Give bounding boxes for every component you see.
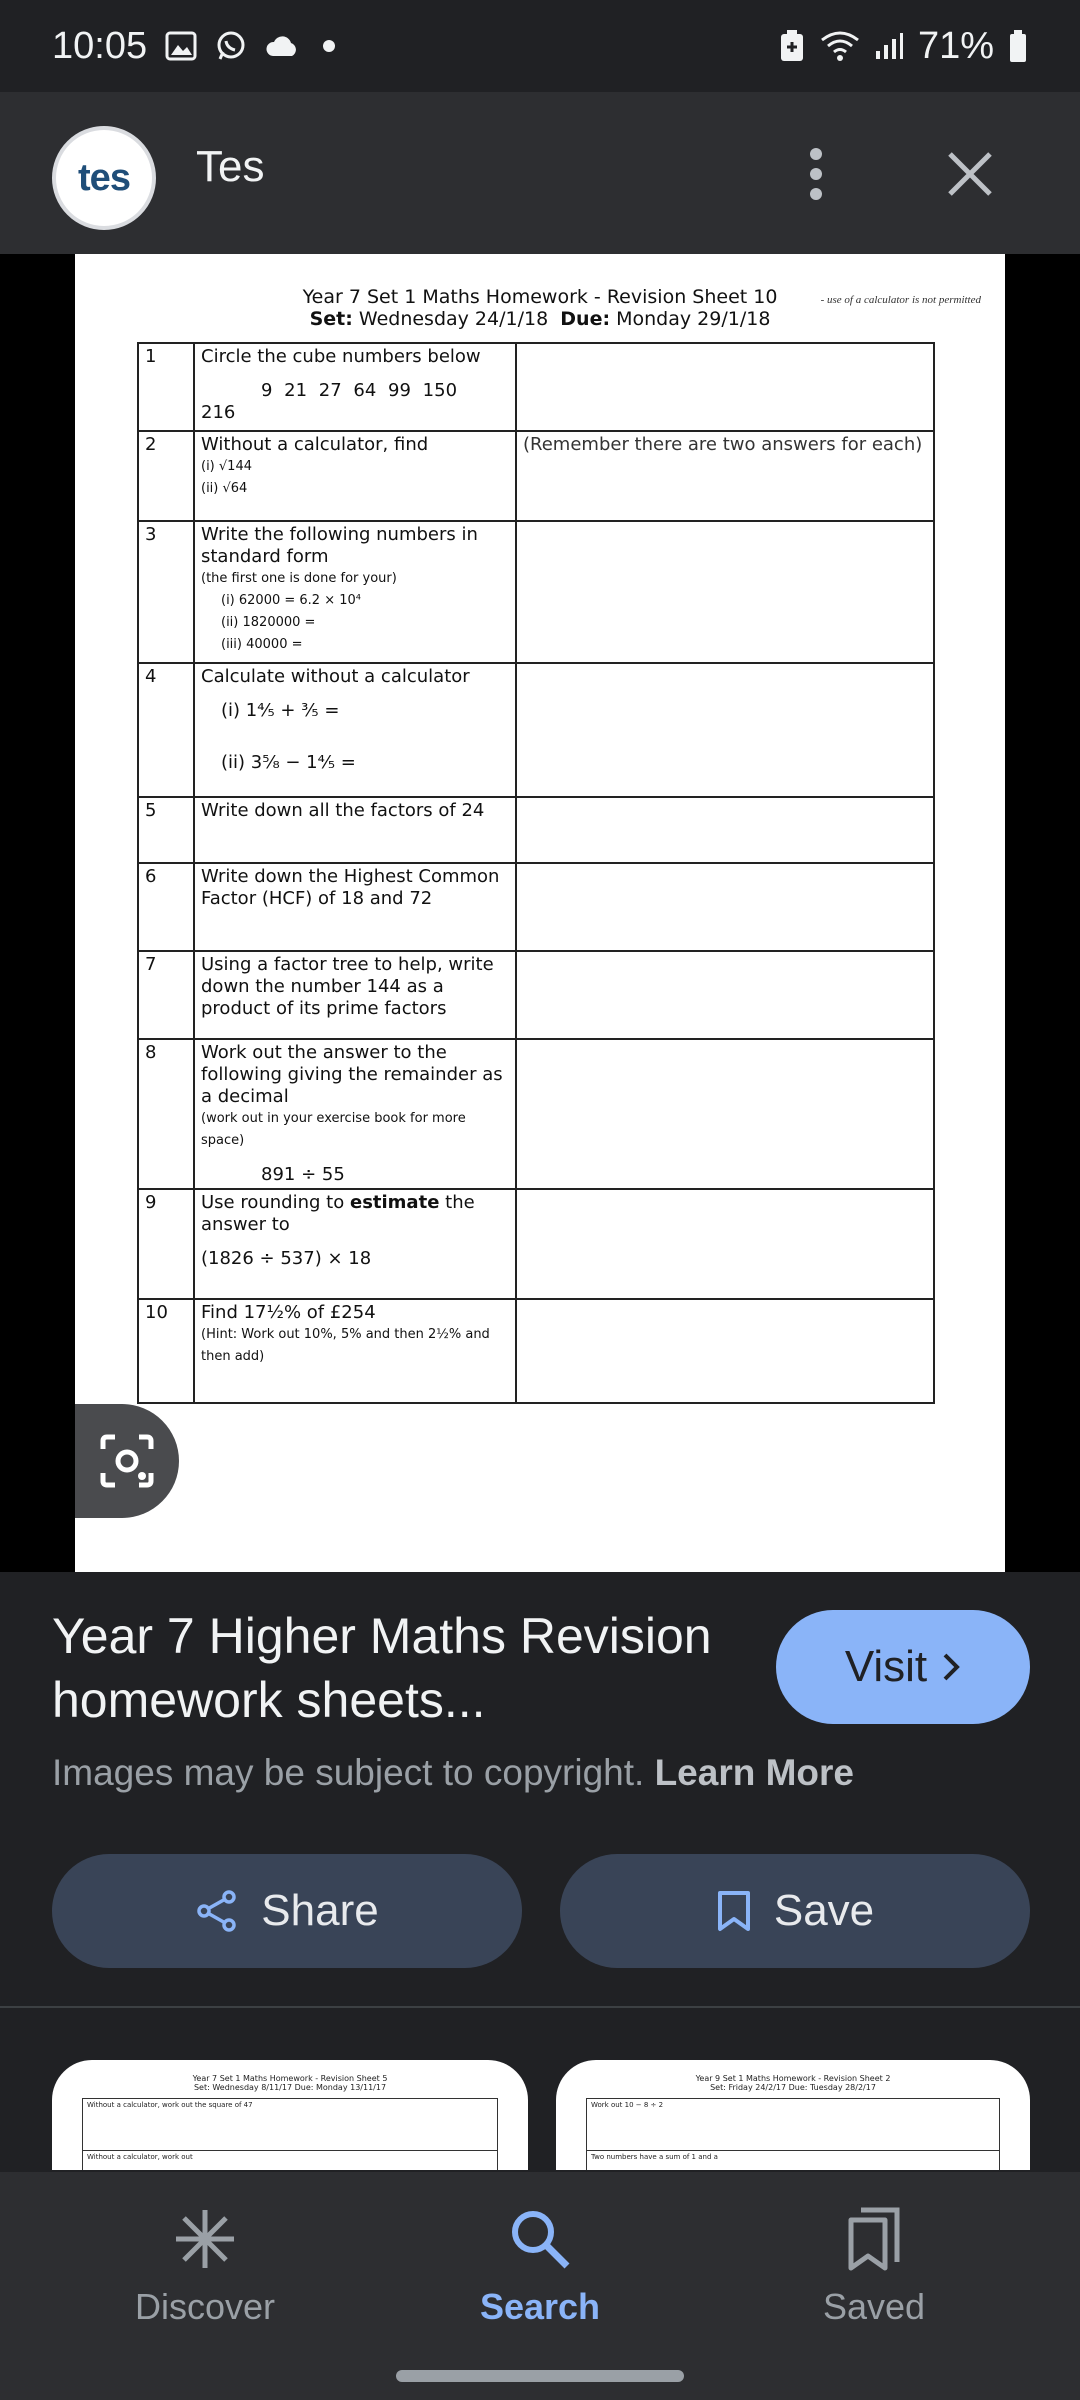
bottom-nav — [0, 2172, 1080, 2400]
result-title[interactable]: Year 7 Higher Maths Revision homework sheets... — [52, 1608, 712, 1728]
cloud-icon — [265, 34, 299, 58]
save-button[interactable] — [560, 1854, 1030, 1968]
share-label: Share — [261, 1886, 379, 1935]
wifi-icon — [820, 30, 860, 62]
discover-icon — [172, 2206, 238, 2272]
homework-sheet-image — [75, 254, 1005, 1572]
questions-table — [137, 342, 935, 1404]
close-icon[interactable] — [930, 134, 1010, 214]
more-options-icon[interactable] — [788, 134, 844, 214]
home-indicator[interactable] — [396, 2370, 684, 2382]
signal-icon — [874, 31, 904, 61]
dot-icon — [317, 34, 341, 58]
lens-icon — [97, 1431, 157, 1491]
learn-more-link[interactable]: Learn More — [654, 1752, 855, 1793]
status-bar — [0, 0, 1080, 92]
site-name[interactable]: Tes — [196, 142, 265, 191]
site-logo[interactable] — [52, 126, 156, 230]
nav-discover[interactable]: Discover — [75, 2206, 335, 2346]
nav-saved[interactable]: Saved — [744, 2206, 1004, 2346]
image-preview[interactable] — [0, 254, 1080, 1572]
divider — [0, 2006, 1080, 2008]
doc-title: Year 7 Set 1 Maths Homework - Revision Sheet 10 — [302, 286, 778, 308]
gallery-icon — [165, 31, 197, 61]
table-row: 9 Use rounding to estimate the answer to (1826 ÷ 537) × 18 — [138, 1189, 934, 1299]
doc-header — [75, 286, 1005, 330]
chevron-right-icon — [941, 1652, 961, 1682]
table-row: 1 Circle the cube numbers below 9 21 27 64 99 150 216 — [138, 343, 934, 431]
table-row: 2 Without a calculator, find (i) √144 (ii) √64 (Remember there are two answers for each) — [138, 431, 934, 521]
visit-label: Visit — [844, 1642, 928, 1691]
status-time: 10:05 — [52, 24, 148, 67]
battery-saver-icon — [778, 29, 806, 63]
table-row: 6 Write down the Highest Common Factor (HCF) of 18 and 72 — [138, 863, 934, 951]
battery-percent: 71% — [917, 24, 994, 67]
table-row: 5 Write down all the factors of 24 — [138, 797, 934, 863]
visit-button[interactable] — [776, 1610, 1030, 1724]
table-row: 8 Work out the answer to the following giving the remainder as a decimal (work out in your exercise book for more space) 891 ÷ 55 — [138, 1039, 934, 1189]
share-button[interactable] — [52, 1854, 522, 1968]
battery-icon — [1008, 29, 1028, 63]
table-row: 10 Find 17½% of £254 (Hint: Work out 10%, 5% and then 2½% and then add) — [138, 1299, 934, 1403]
copyright-notice: Images may be subject to copyright. Learn More — [52, 1752, 855, 1793]
save-label: Save — [773, 1886, 875, 1935]
doc-note: - use of a calculator is not permitted — [820, 294, 981, 306]
search-icon — [507, 2206, 573, 2272]
table-row: 7 Using a factor tree to help, write down the number 144 as a product of its prime factors — [138, 951, 934, 1039]
doc-subtitle: Set: Wednesday 24/1/18 Due: Monday 29/1/18 — [309, 308, 771, 330]
saved-collections-icon — [841, 2206, 907, 2272]
related-image-1[interactable]: Year 7 Set 1 Maths Homework - Revision Sheet 5 Set: Wednesday 8/11/17 Due: Monday 13/11/17 Without a calculator, work out the square of 47 Without a calculator, work out — [52, 2060, 528, 2170]
related-image-2[interactable]: Year 9 Set 1 Maths Homework - Revision Sheet 2 Set: Friday 24/2/17 Due: Tuesday 28/2/17 Work out 10 − 8 ÷ 2 Two numbers have a sum of 1 and a — [556, 2060, 1030, 2170]
bookmark-icon — [716, 1889, 752, 1933]
whatsapp-icon — [215, 30, 247, 62]
nav-search[interactable]: Search — [410, 2206, 670, 2346]
table-row: 3 Write the following numbers in standard form (the first one is done for your) (i) 62000 = 6.2 × 10⁴ (ii) 1820000 = (iii) 40000 = — [138, 521, 934, 663]
viewer-header — [0, 92, 1080, 254]
table-row: 4 Calculate without a calculator (i) 1⁴⁄₅ + ³⁄₅ = (ii) 3⁵⁄₈ − 1⁴⁄₅ = — [138, 663, 934, 797]
logo-text: tes — [78, 156, 130, 199]
share-icon — [195, 1889, 239, 1933]
